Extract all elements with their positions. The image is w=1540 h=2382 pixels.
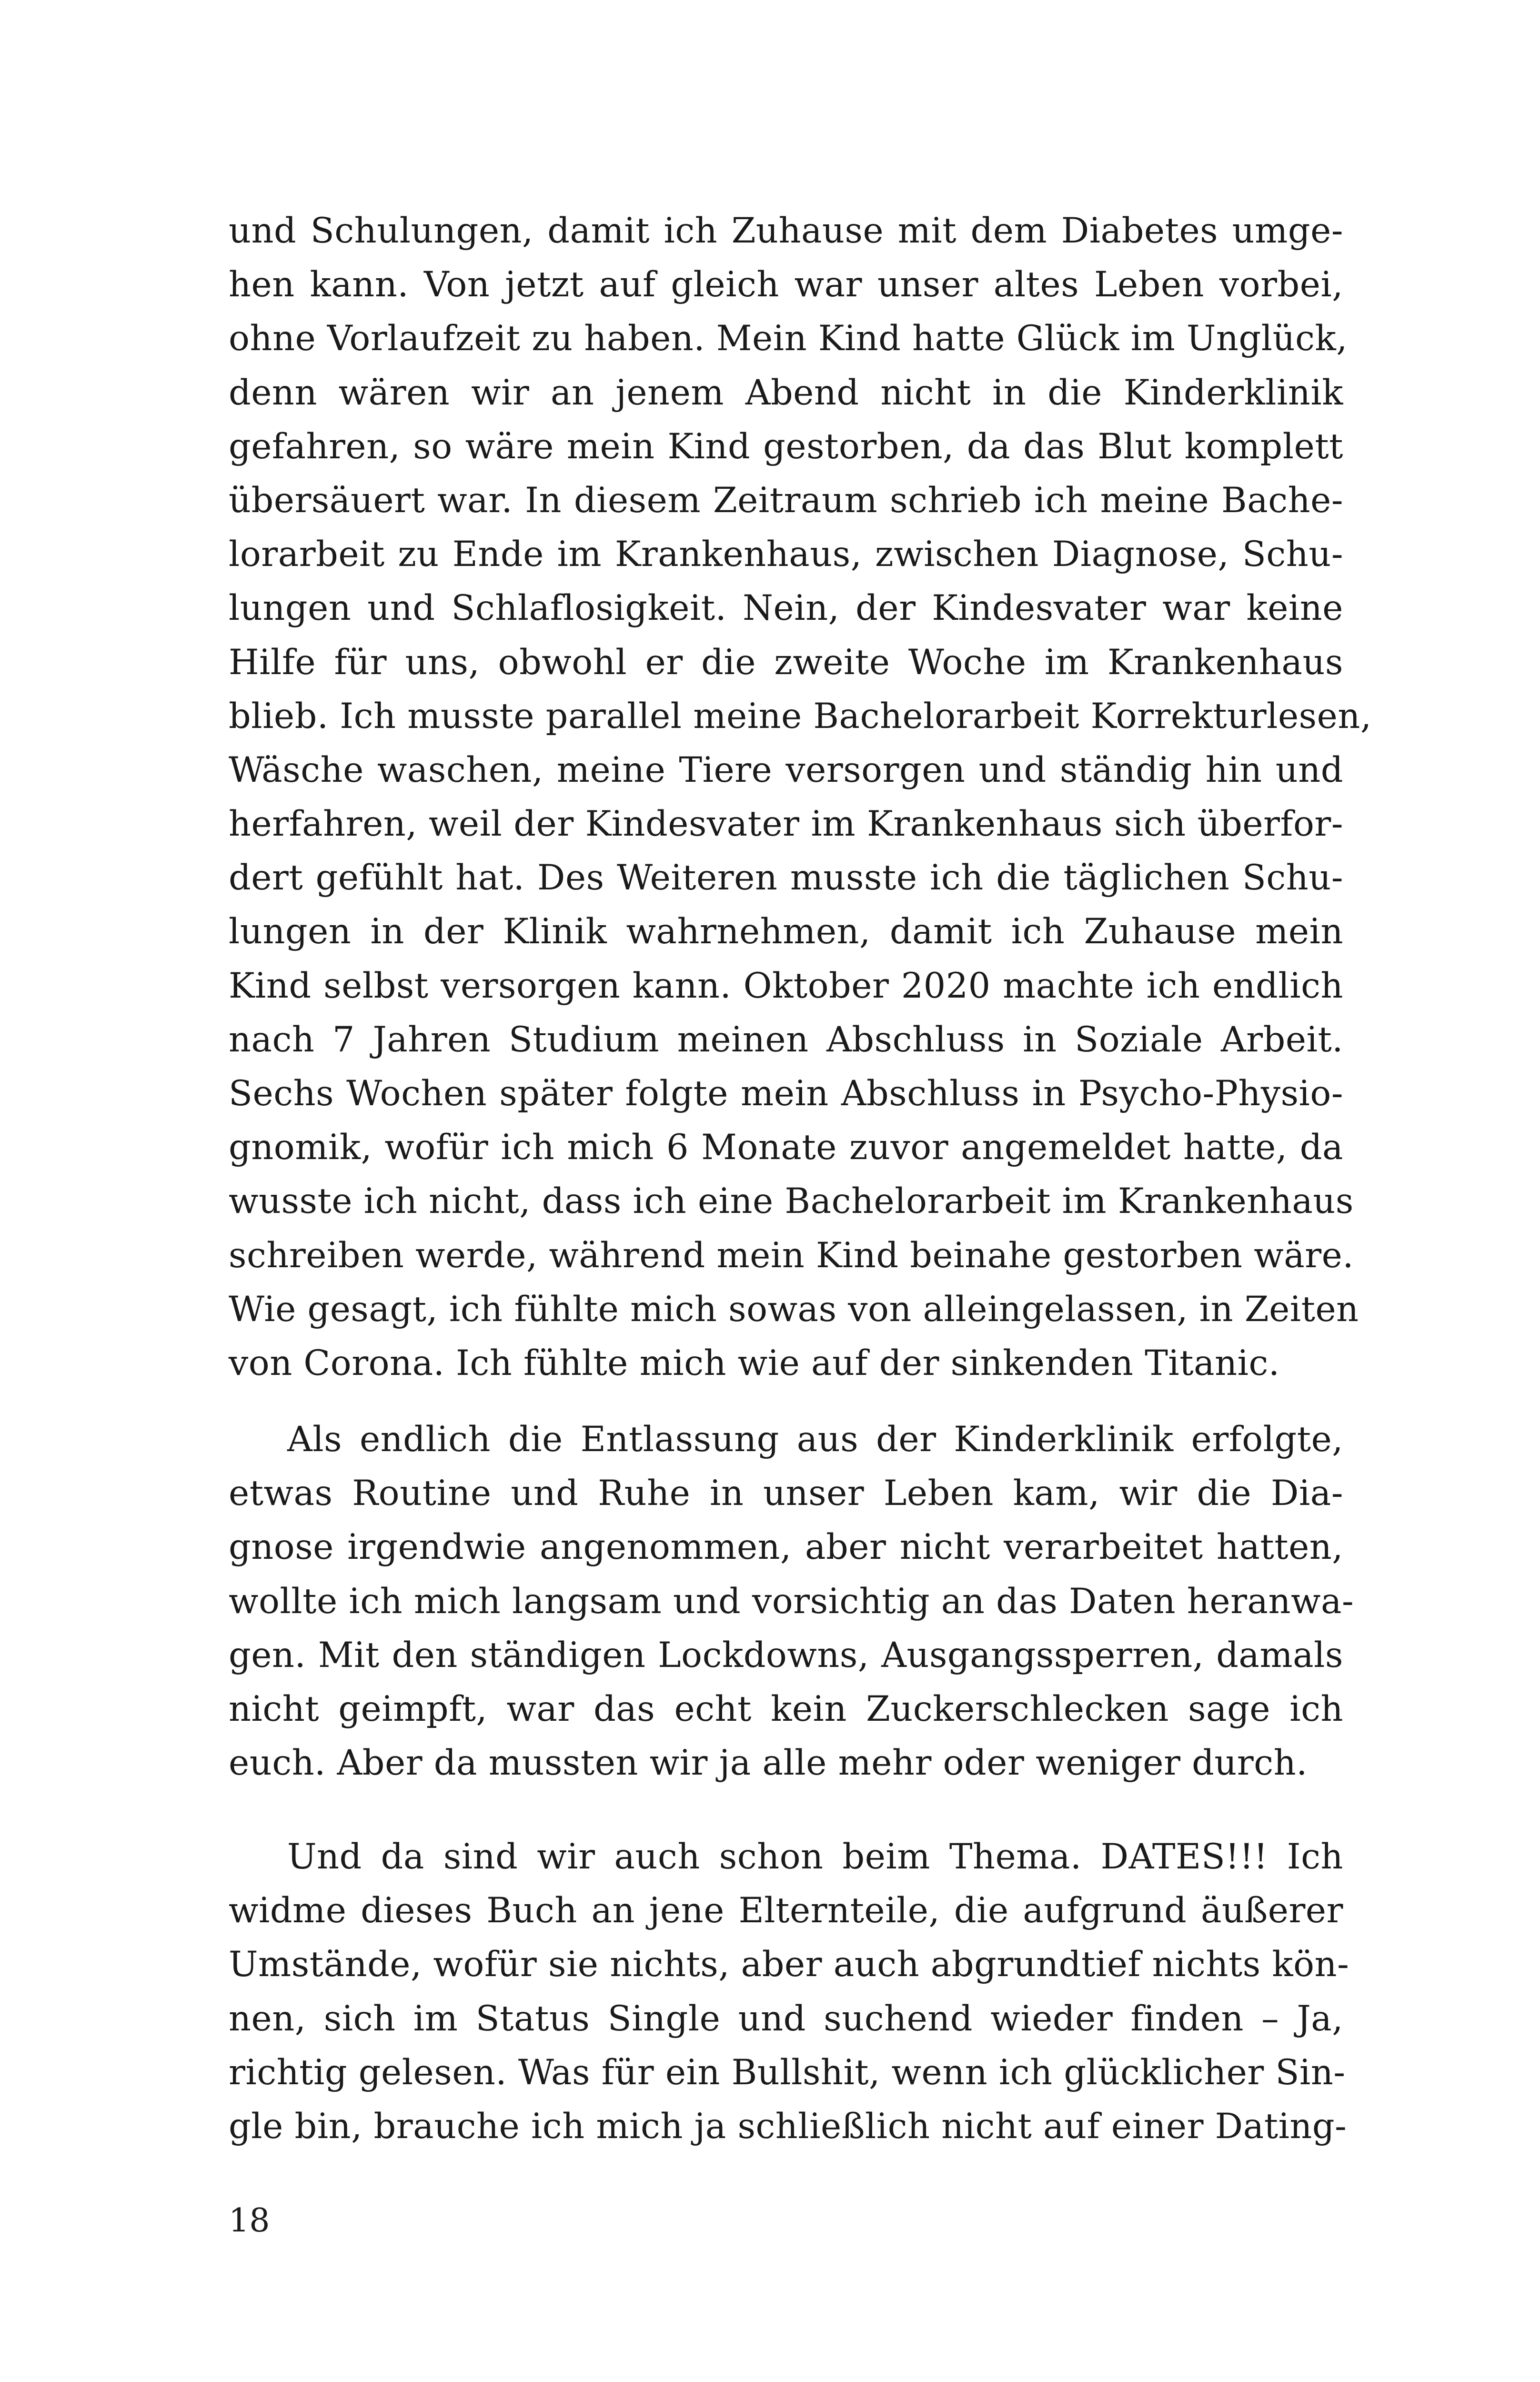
text-line: lorarbeit zu Ende im Krankenhaus, zwischen Diagnose, Schu- — [229, 534, 1343, 575]
text-line: von Corona. Ich fühlte mich wie auf der sinkenden Titanic. — [229, 1342, 1280, 1383]
text-line: herfahren, weil der Kindesvater im Krankenhaus sich überfor- — [229, 804, 1343, 845]
text-line: schreiben werde, während mein Kind beinahe gestorben wäre. — [229, 1235, 1354, 1276]
text-line: und Schulungen, damit ich Zuhause mit dem Diabetes umge- — [229, 211, 1343, 251]
text-line: lungen in der Klinik wahrnehmen, damit ich Zuhause mein — [229, 911, 1343, 952]
text-line: lungen und Schlaflosigkeit. Nein, der Kindesvater war keine — [229, 588, 1343, 629]
text-line: gle bin, brauche ich mich ja schließlich nicht auf einer Dating- — [229, 2106, 1347, 2147]
text-line: wusste ich nicht, dass ich eine Bachelorarbeit im Krankenhaus — [229, 1181, 1354, 1222]
text-line: gnomik, wofür ich mich 6 Monate zuvor angemeldet hatte, da — [229, 1127, 1343, 1168]
text-line: Umstände, wofür sie nichts, aber auch abgrundtief nichts kön- — [229, 1944, 1349, 1985]
paragraph-1 — [229, 204, 1372, 1390]
text-line: nach 7 Jahren Studium meinen Abschluss in Soziale Arbeit. — [229, 1019, 1343, 1060]
text-line: euch. Aber da mussten wir ja alle mehr oder weniger durch. — [229, 1743, 1308, 1784]
text-line: ohne Vorlaufzeit zu haben. Mein Kind hatte Glück im Unglück, — [229, 318, 1348, 359]
text-line: etwas Routine und Ruhe in unser Leben kam, wir die Dia- — [229, 1473, 1343, 1514]
text-line: gefahren, so wäre mein Kind gestorben, da das Blut komplett — [229, 426, 1343, 467]
text-line: nen, sich im Status Single und suchend wieder finden – Ja, — [229, 1998, 1343, 2039]
text-line: richtig gelesen. Was für ein Bullshit, wenn ich glücklicher Sin- — [229, 2052, 1346, 2093]
paragraph-3 — [229, 1830, 1349, 2153]
text-line: hen kann. Von jetzt auf gleich war unser altes Leben vorbei, — [229, 264, 1343, 305]
text-line: nicht geimpft, war das echt kein Zuckerschlecken sage ich — [229, 1688, 1343, 1729]
text-line: gnose irgendwie angenommen, aber nicht verarbeitet hatten, — [229, 1527, 1343, 1568]
page-number: 18 — [229, 2202, 270, 2240]
text-line: Kind selbst versorgen kann. Oktober 2020 machte ich endlich — [229, 965, 1343, 1006]
text-line: Hilfe für uns, obwohl er die zweite Woche im Krankenhaus — [229, 642, 1343, 683]
text-line: Als endlich die Entlassung aus der Kinderklinik erfolgte, — [287, 1419, 1343, 1460]
text-line: Sechs Wochen später folgte mein Abschluss in Psycho-Physio- — [229, 1073, 1343, 1114]
text-line: widme dieses Buch an jene Elternteile, die aufgrund äußerer — [229, 1890, 1343, 1931]
text-line: dert gefühlt hat. Des Weiteren musste ich die täglichen Schu- — [229, 858, 1343, 898]
text-line: Wäsche waschen, meine Tiere versorgen und ständig hin und — [229, 749, 1343, 790]
text-line: denn wären wir an jenem Abend nicht in die Kinderklinik — [229, 372, 1343, 413]
paragraph-2 — [229, 1413, 1354, 1790]
text-line: blieb. Ich musste parallel meine Bachelorarbeit Korrekturlesen, — [229, 696, 1372, 737]
text-line: Wie gesagt, ich fühlte mich sowas von alleingelassen, in Zeiten — [229, 1289, 1359, 1330]
text-line: gen. Mit den ständigen Lockdowns, Ausgangssperren, damals — [229, 1635, 1343, 1675]
text-line: übersäuert war. In diesem Zeitraum schrieb ich meine Bache- — [229, 480, 1343, 521]
text-line: wollte ich mich langsam und vorsichtig an das Daten heranwa- — [229, 1581, 1354, 1622]
text-line: Und da sind wir auch schon beim Thema. DATES!!! Ich — [287, 1837, 1343, 1877]
